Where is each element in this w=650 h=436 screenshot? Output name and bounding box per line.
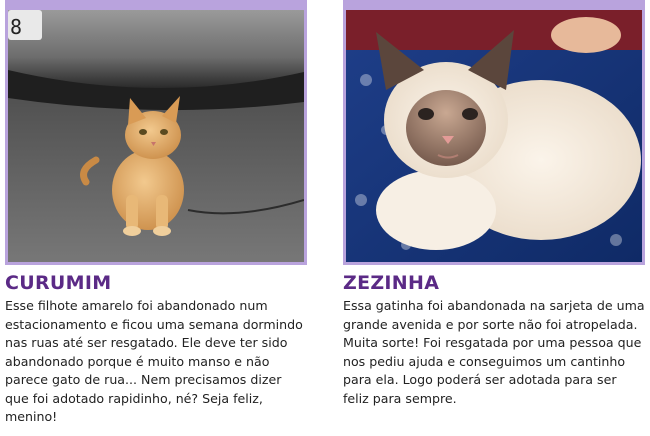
pet-name: CURUMIM (5, 272, 112, 294)
pet-card-zezinha (343, 0, 645, 408)
svg-text:8: 8 (10, 15, 23, 39)
pet-photo-frame (343, 0, 645, 265)
pet-description: Essa gatinha foi abandonada na sarjeta de uma grande avenida e por sorte não foi atropelada. Muita sorte! Foi resgatada por uma pessoa que nos pediu ajuda e conseguimos um cantinho para ela. Logo poderá ser adotada para ser feliz para sempre. (343, 298, 645, 406)
pet-photo-curumim (8, 10, 304, 262)
pet-name: ZEZINHA (343, 272, 440, 294)
pet-photo-zezinha (346, 10, 642, 262)
pet-photo-frame (5, 0, 307, 265)
pet-description: Esse filhote amarelo foi abandonado num estacionamento e ficou uma semana dormindo nas ruas até ser resgatado. Ele deve ter sido abandonado porque é muito manso e não parece gato de rua... Nem precisamos dizer que foi adotado rapidinho, né? Seja feliz, menino! (5, 298, 303, 424)
pet-card-curumim (5, 0, 307, 427)
